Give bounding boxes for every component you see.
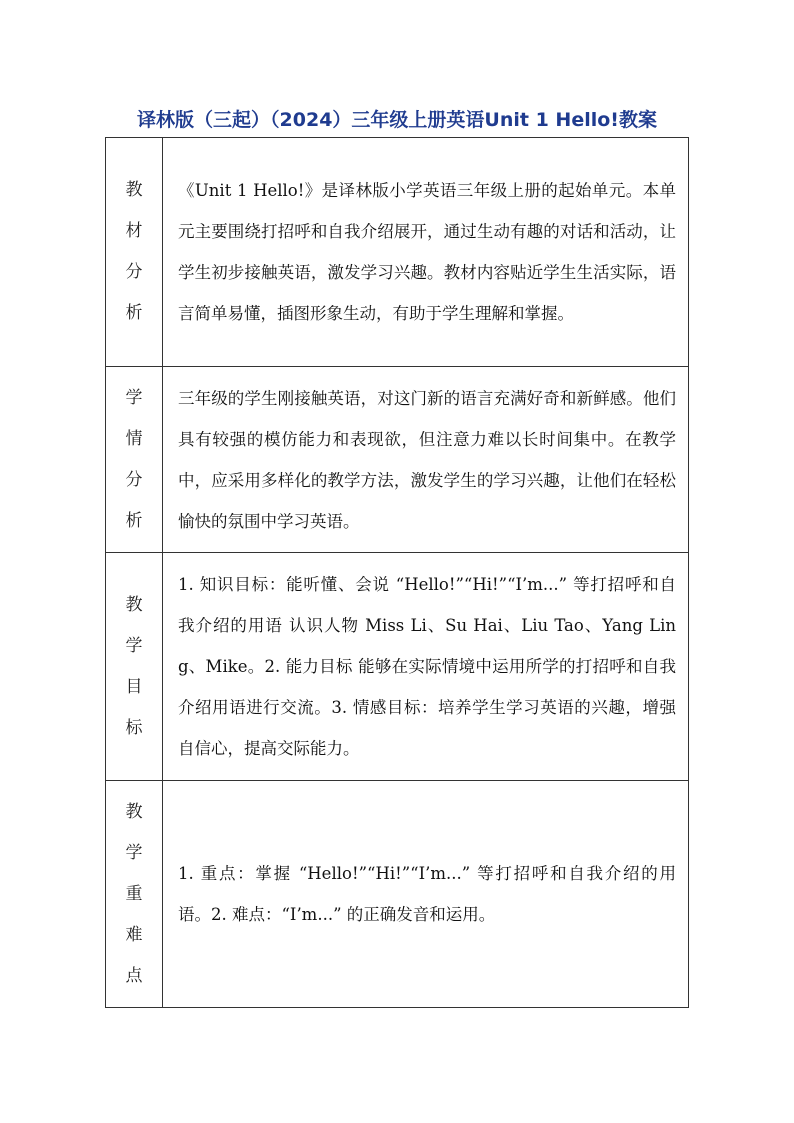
document-title: 译林版（三起）（2024）三年级上册英语Unit 1 Hello!教案 [137, 109, 657, 131]
row-label-char: 分 [125, 469, 143, 490]
row-label-char: 学 [125, 635, 143, 656]
row-label-char: 教 [125, 801, 143, 822]
row-content [163, 553, 689, 781]
row-label-char: 标 [125, 717, 143, 738]
row-content [163, 138, 689, 367]
row-label-char: 析 [125, 510, 143, 531]
row-label-char: 教 [125, 180, 143, 200]
table-row-student-analysis [106, 367, 689, 553]
student-analysis-text: 三年级的学生刚接触英语，对这门新的语言充满好奇和新鲜感。他们具有较强的模仿能力和表现欲，但注意力难以长时间集中。在教学中，应采用多样化的教学方法，激发学生的学习兴趣，让他们在轻松愉快的氛围中学习英语。 [178, 388, 676, 531]
row-content [163, 367, 689, 553]
teaching-objectives-text: 1. 知识目标：能听懂、会说 “Hello!”“Hi!”“I’m...” 等打招呼和自我介绍的用语 认识人物 Miss Li、Su Hai、Liu Tao、Yang Ling、Mike。2. 能力目标 能够在实际情境中运用所学的打招呼和自我介绍用语进行交流。3. 情感目标：培养学生学习英语的兴趣，增强自信心，提高交际能力。 [178, 575, 676, 758]
row-label [106, 553, 163, 781]
row-label-char: 点 [125, 965, 143, 986]
lesson-plan-table [105, 137, 689, 1008]
row-content [163, 781, 689, 1008]
row-label [106, 367, 163, 553]
row-label [106, 781, 163, 1008]
row-label-char: 目 [125, 676, 143, 697]
table-row-textbook-analysis [106, 138, 689, 367]
textbook-analysis-text: 《Unit 1 Hello!》是译林版小学英语三年级上册的起始单元。本单元主要围绕打招呼和自我介绍展开，通过生动有趣的对话和活动，让学生初步接触英语，激发学习兴趣。教材内容贴近学生生活实际，语言简单易懂，插图形象生动，有助于学生理解和掌握。 [178, 181, 676, 323]
table-row-teaching-objectives [106, 553, 689, 781]
row-label-char: 学 [125, 387, 143, 408]
row-label-char: 教 [125, 594, 143, 615]
table-row-key-difficult-points [106, 781, 689, 1008]
row-label [106, 138, 163, 367]
row-label-char: 分 [125, 262, 143, 282]
row-label-char: 材 [125, 221, 143, 241]
row-label-char: 难 [125, 924, 143, 945]
row-label-char: 情 [125, 428, 143, 449]
row-label-char: 学 [125, 842, 143, 863]
row-label-char: 重 [125, 883, 143, 904]
key-difficult-points-text: 1. 重点：掌握 “Hello!”“Hi!”“I’m...” 等打招呼和自我介绍的用语。2. 难点：“I’m...” 的正确发音和运用。 [178, 864, 676, 924]
row-label-char: 析 [125, 303, 143, 323]
